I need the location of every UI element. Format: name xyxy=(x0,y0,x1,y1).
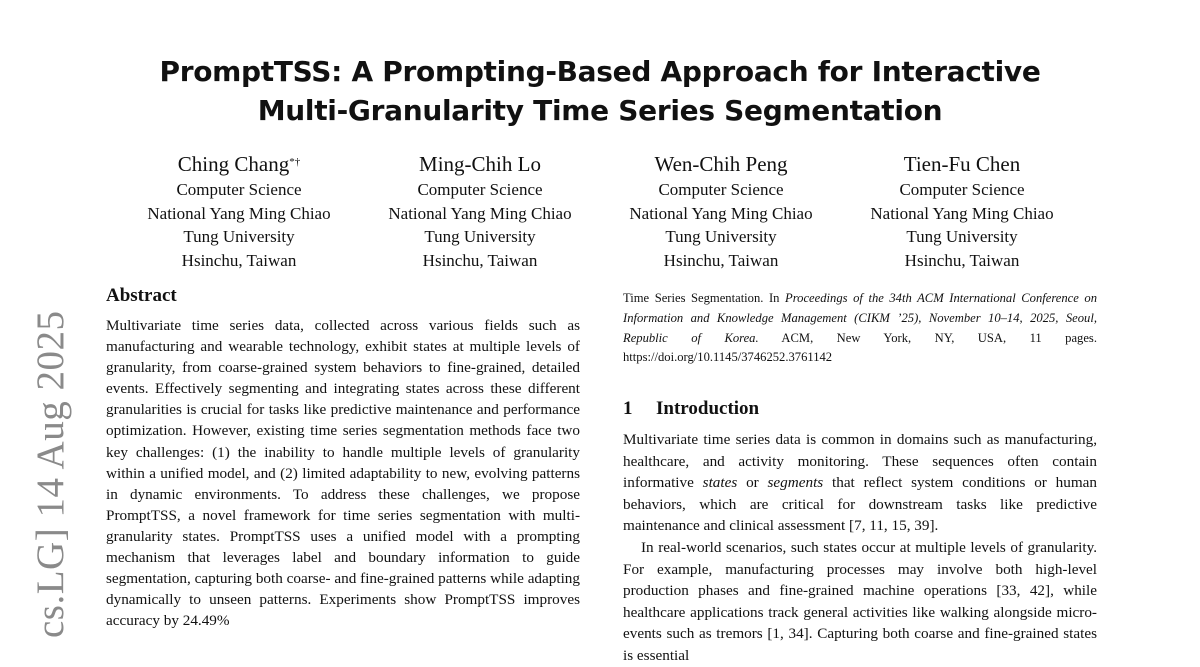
intro-emphasis: segments xyxy=(767,474,824,492)
author-institution: National Yang Ming Chiao xyxy=(870,203,1054,223)
author-name: Ching Chang xyxy=(177,152,290,176)
author-name: Wen-Chih Peng xyxy=(654,152,788,176)
author-location: Hsinchu, Taiwan xyxy=(663,250,779,270)
title-line-2: Multi-Granularity Time Series Segmentation xyxy=(257,94,943,127)
author-4 xyxy=(842,150,1082,272)
reference-venue: Proceedings of the 34th ACM International Conference on Information and Knowledge Management (CIKM ’25), November 10–14, 2025, Seoul, Republic of Korea. xyxy=(623,291,1097,345)
author-institution: National Yang Ming Chiao xyxy=(629,203,813,223)
intro-text: that reflect system conditions or human behaviors, which are critical for downstream tasks like predictive maintenance and clinical assessment [7, 11, 15, 39]. xyxy=(623,474,1097,535)
intro-emphasis: states xyxy=(702,474,738,492)
section-number: 1 xyxy=(623,398,633,419)
author-1 xyxy=(119,150,359,272)
author-institution-cont: Tung University xyxy=(424,227,536,247)
title-line-1: PromptTSS: A Prompting-Based Approach for Interactive xyxy=(159,55,1041,88)
reference-prefix: Time Series Segmentation. In xyxy=(623,291,786,305)
author-institution-cont: Tung University xyxy=(906,227,1018,247)
author-institution-cont: Tung University xyxy=(183,227,295,247)
author-department: Computer Science xyxy=(899,180,1025,199)
author-name: Tien-Fu Chen xyxy=(903,152,1021,176)
author-3 xyxy=(601,150,841,272)
abstract-heading: Abstract xyxy=(106,285,177,306)
author-department: Computer Science xyxy=(176,180,302,199)
arxiv-side-stamp: cs.LG] 14 Aug 2025 xyxy=(29,310,72,638)
author-institution: National Yang Ming Chiao xyxy=(147,203,331,223)
introduction-body xyxy=(623,429,1097,667)
section-title: Introduction xyxy=(656,398,760,419)
author-institution: National Yang Ming Chiao xyxy=(388,203,572,223)
abstract-body: Multivariate time series data, collected across various fields such as manufacturing and wearable technology, exhibit states at multiple levels of granularity, from coarse-grained system behaviors to fine-grained, detailed events. Effectively segmenting and integrating states across these different granularities is crucial for tasks like predictive maintenance and performance optimization. However, existing time series segmentation methods face two key challenges: (1) the inability to handle multiple levels of granularity within a unified model, and (2) limited adaptability to new, evolving patterns in dynamic environments. To address these challenges, we propose PromptTSS, a novel framework for time series segmentation with multi-granularity states. PromptTSS uses a unified model with a prompting mechanism that leverages label and boundary information to guide segmentation, capturing both coarse- and fine-grained patterns while adapting dynamically to unseen patterns. Experiments show PromptTSS improves accuracy by 24.49% xyxy=(106,317,580,630)
section-heading xyxy=(623,398,759,420)
intro-text: or xyxy=(737,474,768,492)
author-name: Ming-Chih Lo xyxy=(419,152,541,176)
intro-paragraph-1 xyxy=(623,429,1097,537)
author-department: Computer Science xyxy=(417,180,543,199)
author-footnote-marks: *† xyxy=(289,156,301,168)
author-department: Computer Science xyxy=(658,180,784,199)
author-location: Hsinchu, Taiwan xyxy=(422,250,538,270)
intro-text: Multivariate time series data is common in domains such as manufacturing, healthcare, and activity monitoring. These sequences often contain informative xyxy=(623,431,1097,492)
author-institution-cont: Tung University xyxy=(665,227,777,247)
intro-paragraph-2: In real-world scenarios, such states occur at multiple levels of granularity. For example, manufacturing processes may involve both high-level production phases and fine-grained machine operations [33, 42], while healthcare applications track general activities like walking alongside micro-events such as tremors [1, 34]. Capturing both coarse and fine-grained states is essential xyxy=(623,538,1097,664)
author-location: Hsinchu, Taiwan xyxy=(181,250,297,270)
acm-reference-format xyxy=(623,289,1097,368)
author-location: Hsinchu, Taiwan xyxy=(904,250,1020,270)
paper-title xyxy=(100,52,1100,130)
author-2 xyxy=(360,150,600,272)
reference-suffix: ACM, New York, NY, USA, 11 pages. https://doi.org/10.1145/3746252.3761142 xyxy=(623,330,1097,365)
